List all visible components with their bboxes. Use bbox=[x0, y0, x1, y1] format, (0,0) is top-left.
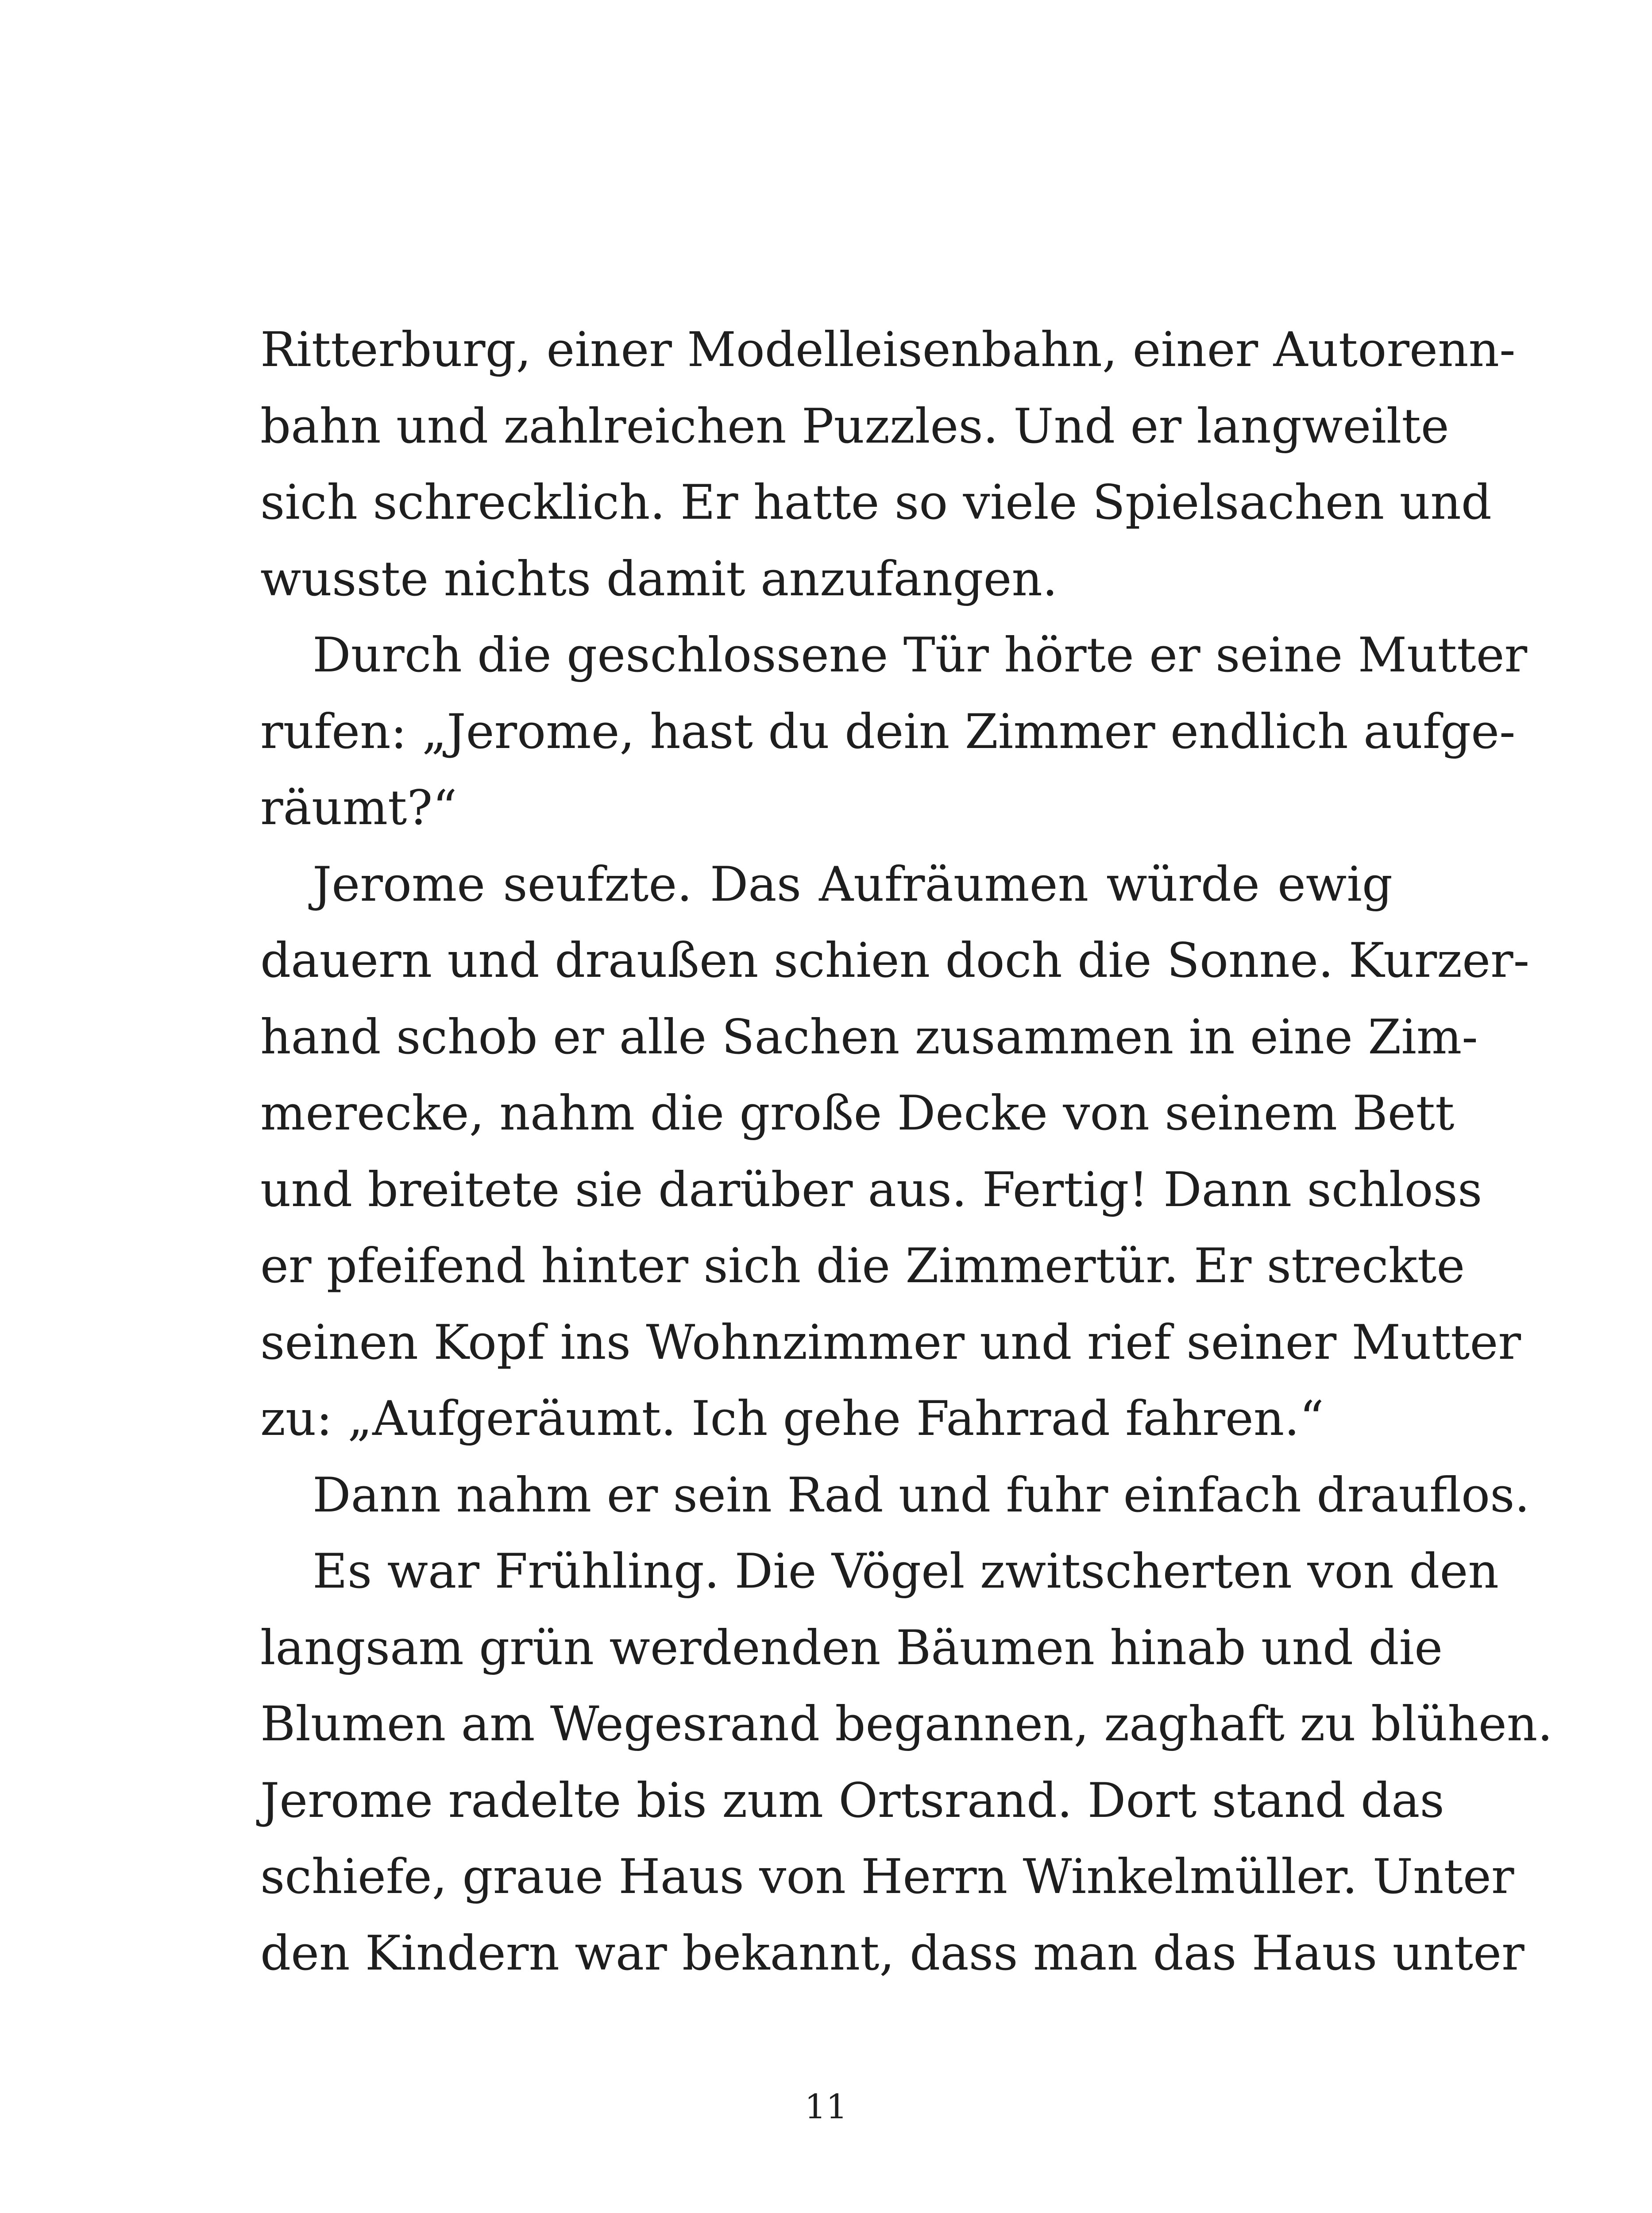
page-number: 11 bbox=[804, 2087, 848, 2126]
text-line: wusste nichts damit anzufangen. bbox=[260, 551, 1058, 607]
text-line: Durch die geschlossene Tür hörte er seine Mutter bbox=[313, 628, 1528, 683]
text-line: hand schob er alle Sachen zusammen in eine Zim- bbox=[260, 1009, 1478, 1065]
text-line: dauern und draußen schien doch die Sonne. Kurzer- bbox=[260, 933, 1530, 988]
text-line: Blumen am Wegesrand begannen, zaghaft zu blühen. bbox=[260, 1696, 1553, 1752]
text-line: Jerome radelte bis zum Ortsrand. Dort stand das bbox=[260, 1773, 1444, 1828]
text-line: sich schrecklich. Er hatte so viele Spielsachen und bbox=[260, 475, 1492, 530]
text-line: langsam grün werdenden Bäumen hinab und die bbox=[260, 1620, 1443, 1676]
body-text bbox=[260, 312, 1553, 1992]
text-line: und breitete sie darüber aus. Fertig! Dann schloss bbox=[260, 1162, 1482, 1218]
text-line: er pfeifend hinter sich die Zimmertür. Er streckte bbox=[260, 1238, 1465, 1294]
text-line: seinen Kopf ins Wohnzimmer und rief seiner Mutter bbox=[260, 1315, 1521, 1370]
text-line: Es war Frühling. Die Vögel zwitscherten von den bbox=[313, 1544, 1499, 1599]
text-line: merecke, nahm die große Decke von seinem Bett bbox=[260, 1086, 1455, 1141]
text-line: Dann nahm er sein Rad und fuhr einfach drauflos. bbox=[313, 1467, 1530, 1523]
text-line: rufen: „Jerome, hast du dein Zimmer endlich aufge- bbox=[260, 704, 1516, 760]
text-line: Jerome seufzte. Das Aufräumen würde ewig bbox=[313, 856, 1393, 912]
text-line: den Kindern war bekannt, dass man das Haus unter bbox=[260, 1925, 1525, 1981]
text-line: räumt?“ bbox=[260, 780, 457, 836]
text-line: bahn und zahlreichen Puzzles. Und er langweilte bbox=[260, 398, 1449, 454]
text-line: schiefe, graue Haus von Herrn Winkelmüller. Unter bbox=[260, 1849, 1514, 1905]
text-line: Ritterburg, einer Modelleisenbahn, einer Autorenn- bbox=[260, 322, 1516, 378]
text-line: zu: „Aufgeräumt. Ich gehe Fahrrad fahren.“ bbox=[260, 1391, 1324, 1446]
